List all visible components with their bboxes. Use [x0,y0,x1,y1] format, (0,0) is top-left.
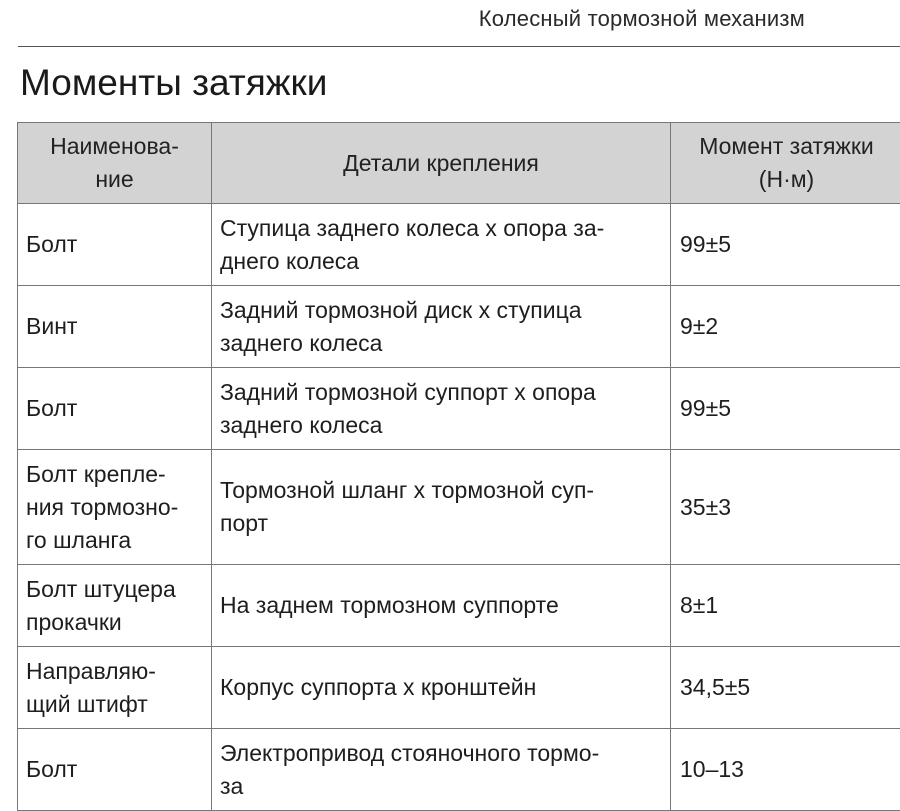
table-row [18,565,900,647]
cell-torque: 8±1 [671,565,900,647]
column-header-details: Детали крепления [212,123,671,204]
cell-torque: 99±5 [671,204,900,286]
cell-name: Болт штуцера прокачки [18,565,212,647]
running-header: Колесный тормозной механизм [479,6,805,32]
cell-name: Винт [18,286,212,368]
cell-details: Тормозной шланг х тормозной суп- порт [212,450,671,565]
table-row [18,368,900,450]
cell-name: Болт [18,729,212,811]
header-rule [18,46,900,47]
cell-torque: 99±5 [671,368,900,450]
cell-torque: 35±3 [671,450,900,565]
column-header-name: Наименова- ние [18,123,212,204]
cell-name: Болт [18,204,212,286]
cell-name: Болт крепле- ния тормозно- го шланга [18,450,212,565]
column-header-torque: Момент затяжки (Н·м) [671,123,900,204]
cell-name: Направляю- щий штифт [18,647,212,729]
cell-details: Корпус суппорта х кронштейн [212,647,671,729]
cell-details: Электропривод стояночного тормо- за [212,729,671,811]
cell-details: Задний тормозной суппорт х опора заднего колеса [212,368,671,450]
table-row [18,450,900,565]
torque-table [17,122,900,811]
cell-name: Болт [18,368,212,450]
table-row [18,286,900,368]
cell-details: Ступица заднего колеса х опора за- днего колеса [212,204,671,286]
cell-details: Задний тормозной диск х ступица заднего колеса [212,286,671,368]
cell-torque: 9±2 [671,286,900,368]
table-row [18,204,900,286]
table-header-row [18,123,900,204]
cell-torque: 34,5±5 [671,647,900,729]
cell-details: На заднем тормозном суппорте [212,565,671,647]
section-title: Моменты затяжки [20,62,327,104]
table-row [18,729,900,811]
table-row [18,647,900,729]
cell-torque: 10–13 [671,729,900,811]
